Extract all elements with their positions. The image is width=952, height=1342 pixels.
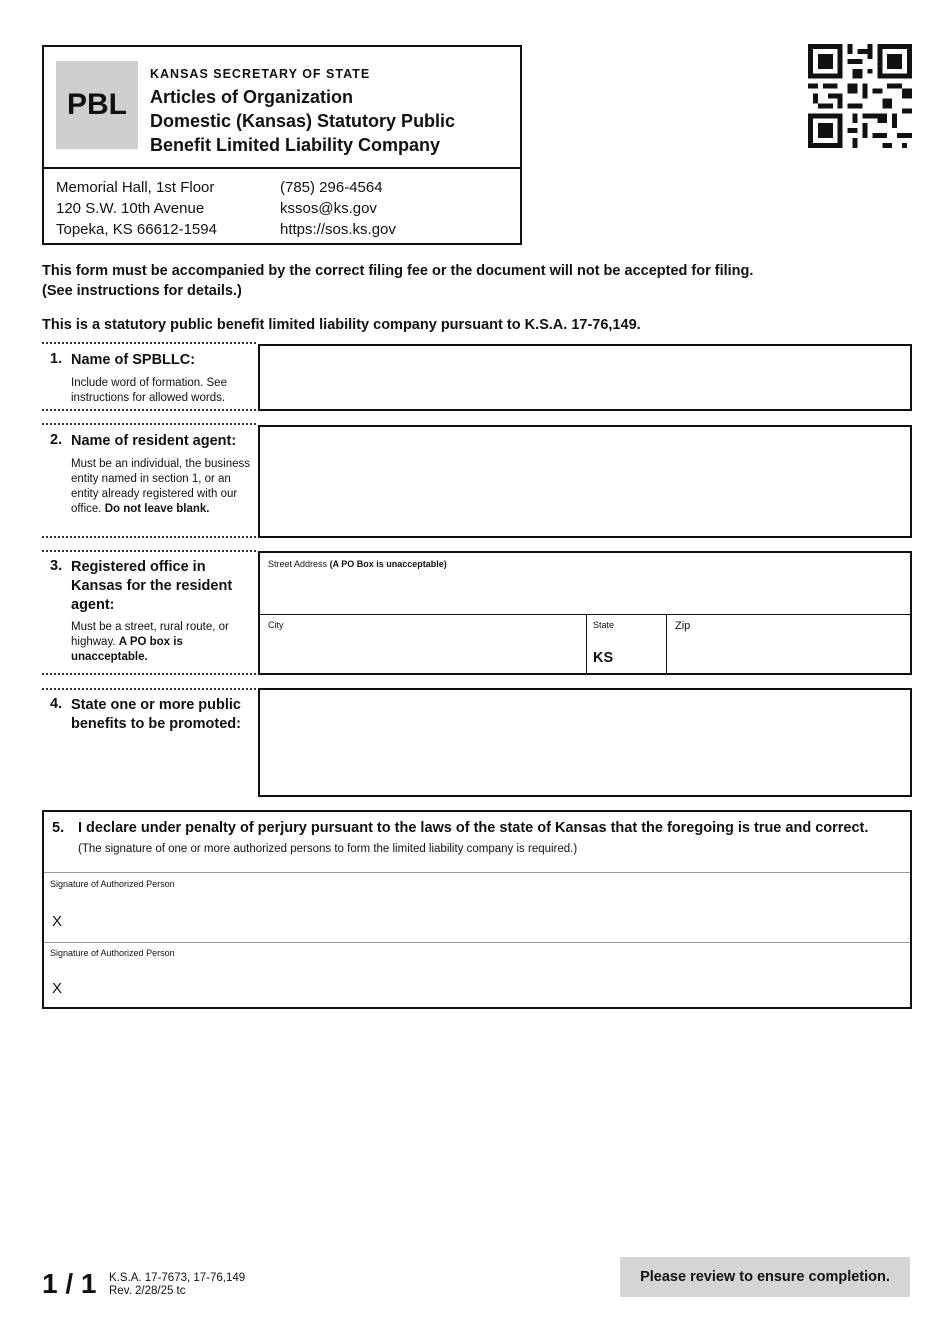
title-line: Domestic (Kansas) Statutory Public — [150, 111, 456, 131]
footer-reference — [109, 1272, 245, 1298]
header-title-area — [44, 47, 520, 169]
registered-office-block — [258, 551, 912, 675]
section-2-help-warning: Do not leave blank. — [104, 503, 210, 515]
section-2-help — [71, 457, 251, 517]
resident-agent-field[interactable] — [258, 425, 912, 538]
section-divider — [42, 536, 256, 538]
declaration-text: I declare under penalty of perjury pursuant to the laws of the state of Kansas that the foregoing is true and correct. — [78, 820, 869, 836]
section-divider — [42, 673, 256, 675]
street-address-label: Street Address — [268, 559, 328, 569]
section-3-help-warning: A PO box is unacceptable. — [71, 636, 183, 663]
signature-field-2[interactable] — [44, 942, 910, 1007]
street-address-note: (A PO Box is unacceptable) — [329, 559, 447, 569]
street-address-field[interactable] — [260, 553, 910, 615]
zip-field[interactable] — [667, 614, 910, 673]
address-line: Topeka, KS 66612-1594 — [56, 221, 217, 238]
signature-mark: X — [52, 980, 63, 997]
address-line: Memorial Hall, 1st Floor — [56, 179, 215, 196]
form-code-badge: PBL — [56, 61, 138, 149]
section-3-help-text: Must be a street, rural route, or highway. — [71, 621, 229, 648]
signature-section — [42, 810, 912, 1009]
title-line: Benefit Limited Liability Company — [150, 135, 441, 155]
website-link[interactable]: https://sos.ks.gov — [280, 221, 396, 238]
fee-notice — [42, 261, 753, 301]
street-address-caption — [268, 559, 447, 569]
section-3-help — [71, 620, 241, 665]
section-5-number: 5. — [52, 820, 65, 836]
signature-field-1[interactable] — [44, 872, 910, 943]
state-label: State — [593, 620, 615, 630]
state-field — [586, 614, 667, 673]
office-contact — [280, 177, 396, 240]
fee-notice-line: (See instructions for details.) — [42, 283, 242, 299]
city-label: City — [268, 620, 284, 630]
signature-mark: X — [52, 913, 63, 930]
section-divider — [42, 688, 256, 690]
fee-notice-line: This form must be accompanied by the correct filing fee or the document will not be accepted for filing. — [42, 263, 754, 279]
section-3-label: Registered office in Kansas for the resident agent: — [71, 559, 233, 613]
section-2-help-text: Must be an individual, the business entity named in section 1, or an entity already registered with our office. — [71, 458, 250, 515]
section-divider — [42, 409, 256, 411]
form-title — [150, 85, 455, 157]
agency-name: KANSAS SECRETARY OF STATE — [150, 67, 371, 81]
section-divider — [42, 423, 256, 425]
spbllc-name-field[interactable] — [258, 344, 912, 411]
revision-date: Rev. 2/28/25 tc — [109, 1285, 186, 1297]
public-benefits-field[interactable] — [258, 688, 912, 797]
address-line: 120 S.W. 10th Avenue — [56, 200, 205, 217]
section-1-label: Name of SPBLLC: — [71, 352, 196, 368]
zip-label: Zip — [675, 620, 691, 632]
section-2-label: Name of resident agent: — [71, 433, 237, 449]
section-1-help: Include word of formation. See instructions for allowed words. — [71, 377, 227, 404]
section-divider — [42, 550, 256, 552]
statute-reference: K.S.A. 17-7673, 17-76,149 — [109, 1272, 246, 1284]
phone: (785) 296-4564 — [280, 179, 383, 196]
office-address — [56, 177, 217, 240]
title-line: Articles of Organization — [150, 87, 354, 107]
signature-label: Signature of Authorized Person — [50, 879, 175, 889]
review-button[interactable]: Please review to ensure completion. — [620, 1257, 910, 1297]
section-1-number: 1. — [50, 351, 63, 367]
state-value: KS — [593, 650, 614, 666]
section-2-number: 2. — [50, 432, 63, 448]
header-box — [42, 45, 522, 245]
qr-code-icon — [808, 44, 912, 148]
city-field[interactable] — [260, 614, 587, 673]
section-4-label: State one or more public benefits to be promoted: — [71, 697, 241, 732]
section-4-number: 4. — [50, 696, 63, 712]
email-link[interactable]: kssos@ks.gov — [280, 200, 377, 217]
statute-notice: This is a statutory public benefit limited liability company pursuant to K.S.A. 17-76,149. — [42, 317, 641, 333]
signature-label: Signature of Authorized Person — [50, 948, 175, 958]
page-number: 1 / 1 — [42, 1268, 97, 1299]
section-divider — [42, 342, 256, 344]
section-3-number: 3. — [50, 558, 63, 574]
signature-note: (The signature of one or more authorized persons to form the limited liability company is required.) — [78, 843, 578, 855]
